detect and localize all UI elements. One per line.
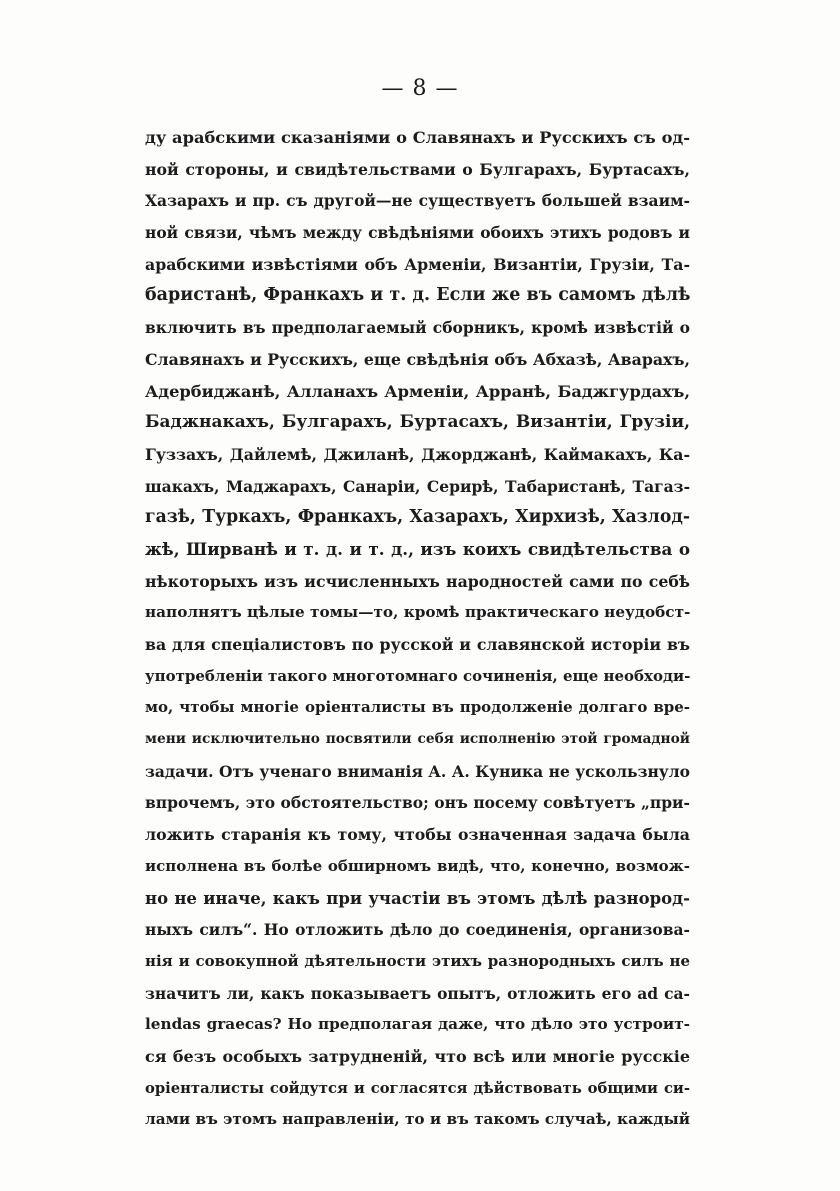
text-line: газѣ, Туркахъ, Франкахъ, Хазарахъ, Хирхизѣ, Хазлод- — [145, 507, 690, 528]
text-line: Гуззахъ, Дайлемѣ, Джиланѣ, Джорджанѣ, Каймакахъ, Ка- — [145, 444, 690, 464]
body-text — [145, 122, 690, 1136]
text-line: значитъ ли, какъ показываетъ опытъ, отложить его ad ca- — [145, 983, 690, 1003]
text-line: ной связи, чѣмъ между свѣдѣніями обоихъ этихъ родовъ и — [145, 223, 690, 243]
text-line: арабскими извѣстіями объ Арменіи, Византіи, Грузіи, Та- — [145, 254, 690, 274]
text-line: ныхъ силъ“. Но отложить дѣло до соединенія, организова- — [145, 920, 690, 940]
text-line: баристанѣ, Франкахъ и т. д. Если же въ самомъ дѣлѣ — [145, 285, 691, 306]
text-line: Адербиджанѣ, Алланахъ Арменіи, Арранѣ, Баджгурдахъ, — [145, 381, 690, 401]
text-line: лами въ этомъ направленіи, то и въ такомъ случаѣ, каждый — [145, 1110, 691, 1129]
text-line: ной стороны, и свидѣтельствами о Булгарахъ, Буртасахъ, — [145, 159, 690, 179]
text-line: шакахъ, Маджарахъ, Санаріи, Серирѣ, Табаристанѣ, Тагаз- — [145, 476, 690, 496]
text-line: наполнятъ цѣлые томы—то, кромѣ практическаго неудобст- — [145, 603, 691, 622]
text-line: Славянахъ и Русскихъ, еще свѣдѣнія объ Абхазѣ, Аварахъ, — [145, 349, 690, 369]
text-line: исполнена въ болѣе обширномъ видѣ, что, конечно, возмож- — [145, 856, 690, 875]
page-number: — 8 — — [381, 76, 459, 101]
text-line: но не иначе, какъ при участіи въ этомъ дѣлѣ разнород- — [145, 888, 690, 908]
text-line: нія и совокупной дѣятельности этихъ разнородныхъ силъ не — [145, 951, 690, 970]
text-line: ложить старанія къ тому, чтобы означенная задача была — [145, 825, 690, 845]
text-line: впрочемъ, это обстоятельство; онъ посему совѣтуетъ „при- — [145, 793, 690, 813]
text-line: оріенталисты сойдутся и согласятся дѣйствовать общими си- — [145, 1079, 690, 1097]
text-line: ся безъ особыхъ затрудненій, что всѣ или многіе русскіе — [145, 1046, 690, 1066]
text-line: жѣ, Ширванѣ и т. д. и т. д., изъ коихъ свидѣтельства о — [145, 538, 690, 559]
text-line: задачи. Отъ ученаго вниманія А. А. Куника не ускользнуло — [145, 761, 690, 781]
text-line: нѣкоторыхъ изъ исчисленныхъ народностей сами по себѣ — [145, 571, 690, 591]
text-line: употребленіи такого многотомнаго сочиненія, еще необходи- — [145, 666, 691, 685]
text-line: включить въ предполагаемый сборникъ, кромѣ извѣстій о — [145, 318, 690, 338]
text-line: ва для спеціалистовъ по русской и славянской исторіи въ — [145, 635, 690, 654]
text-line: мени исключительно посвятили себя исполненію этой громадной — [145, 731, 690, 748]
text-line: lendas graecas? Но предполагая даже, что дѣло это устроит- — [145, 1015, 690, 1034]
text-line: мо, чтобы многіе оріенталисты въ продолженіе долгаго вре- — [145, 698, 690, 717]
text-line: Баджнакахъ, Булгарахъ, Буртасахъ, Византіи, Грузіи, — [145, 412, 690, 433]
text-line: ду арабскими сказаніями о Славянахъ и Русскихъ съ од- — [145, 128, 690, 147]
text-line: Хазарахъ и пр. съ другой—не существуетъ большей взаим- — [145, 191, 690, 211]
